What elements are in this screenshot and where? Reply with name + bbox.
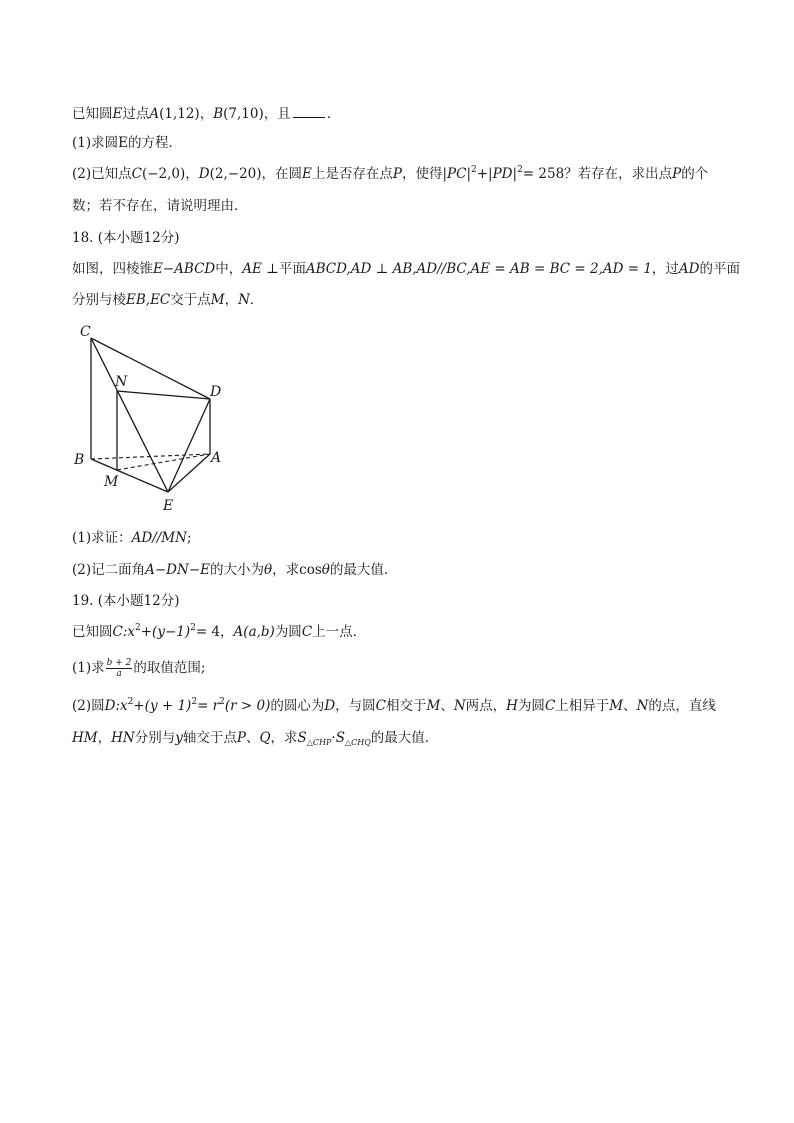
p18-q1: (1)求证：AD//MN;: [72, 530, 192, 546]
p19-header: 19. (本小题12分): [72, 593, 180, 609]
p17-intro: 已知圆E过点A(1,12)，B(7,10)，且 ．: [72, 103, 340, 123]
edge-ce: [91, 338, 168, 492]
pyramid-figure: [60, 318, 240, 518]
p17-q2-line1: (2)已知点C(−2,0)，D(2,−20)，在圆E上是否存在点P，使得$|PC|^2+|PD|^2= 258$？若存在，求出点P的个: [72, 165, 709, 182]
edge-be: [91, 459, 168, 492]
answer-blank: [293, 103, 325, 118]
label-d: D: [210, 384, 222, 400]
label-c: C: [80, 324, 91, 340]
p18-line2: 分别与棱EB,EC交于点M，N．: [72, 292, 264, 308]
label-n: N: [115, 374, 128, 390]
p19-q2-line2: HM，HN分别与y轴交于点P、Q，求$S_{\triangle CHP}\cdot S_{\triangle CHQ}$的最大值．: [72, 730, 439, 747]
p17-q2-line2: 数；若不存在，请说明理由．: [72, 198, 248, 214]
fraction: $\frac{b + 2}{a}$: [106, 658, 132, 679]
p19-q1: (1)求 $\frac{b + 2}{a}$ 的取值范围;: [72, 658, 206, 679]
label-a: A: [211, 450, 222, 466]
p18-header: 18. (本小题12分): [72, 230, 180, 246]
label-b: B: [74, 452, 85, 468]
p19-line1: 已知圆$C:x^2+(y-1)^2= 4$，A(a,b)为圆C上一点．: [72, 623, 367, 640]
p18-q2: (2)记二面角A−DN−E的大小为θ，求cosθ的最大值．: [72, 562, 398, 578]
label-e: E: [163, 498, 174, 514]
p19-q2-line1: (2)圆$D:x^2+(y + 1)^2= r^2(r > 0)$的圆心为D，与圆C相交于M、N两点，H为圆C上相异于M、N的点，直线: [72, 697, 716, 714]
edge-de: [168, 399, 210, 492]
p17-q1: (1)求圆E的方程．: [72, 135, 182, 151]
edge-cd: [91, 338, 210, 399]
p18-line1: 如图，四棱锥E−ABCD中，AE ⊥平面ABCD,AD ⊥ AB,AD//BC,AE = AB = BC = 2,AD = 1，过AD的平面: [72, 261, 740, 277]
label-m: M: [104, 474, 119, 490]
